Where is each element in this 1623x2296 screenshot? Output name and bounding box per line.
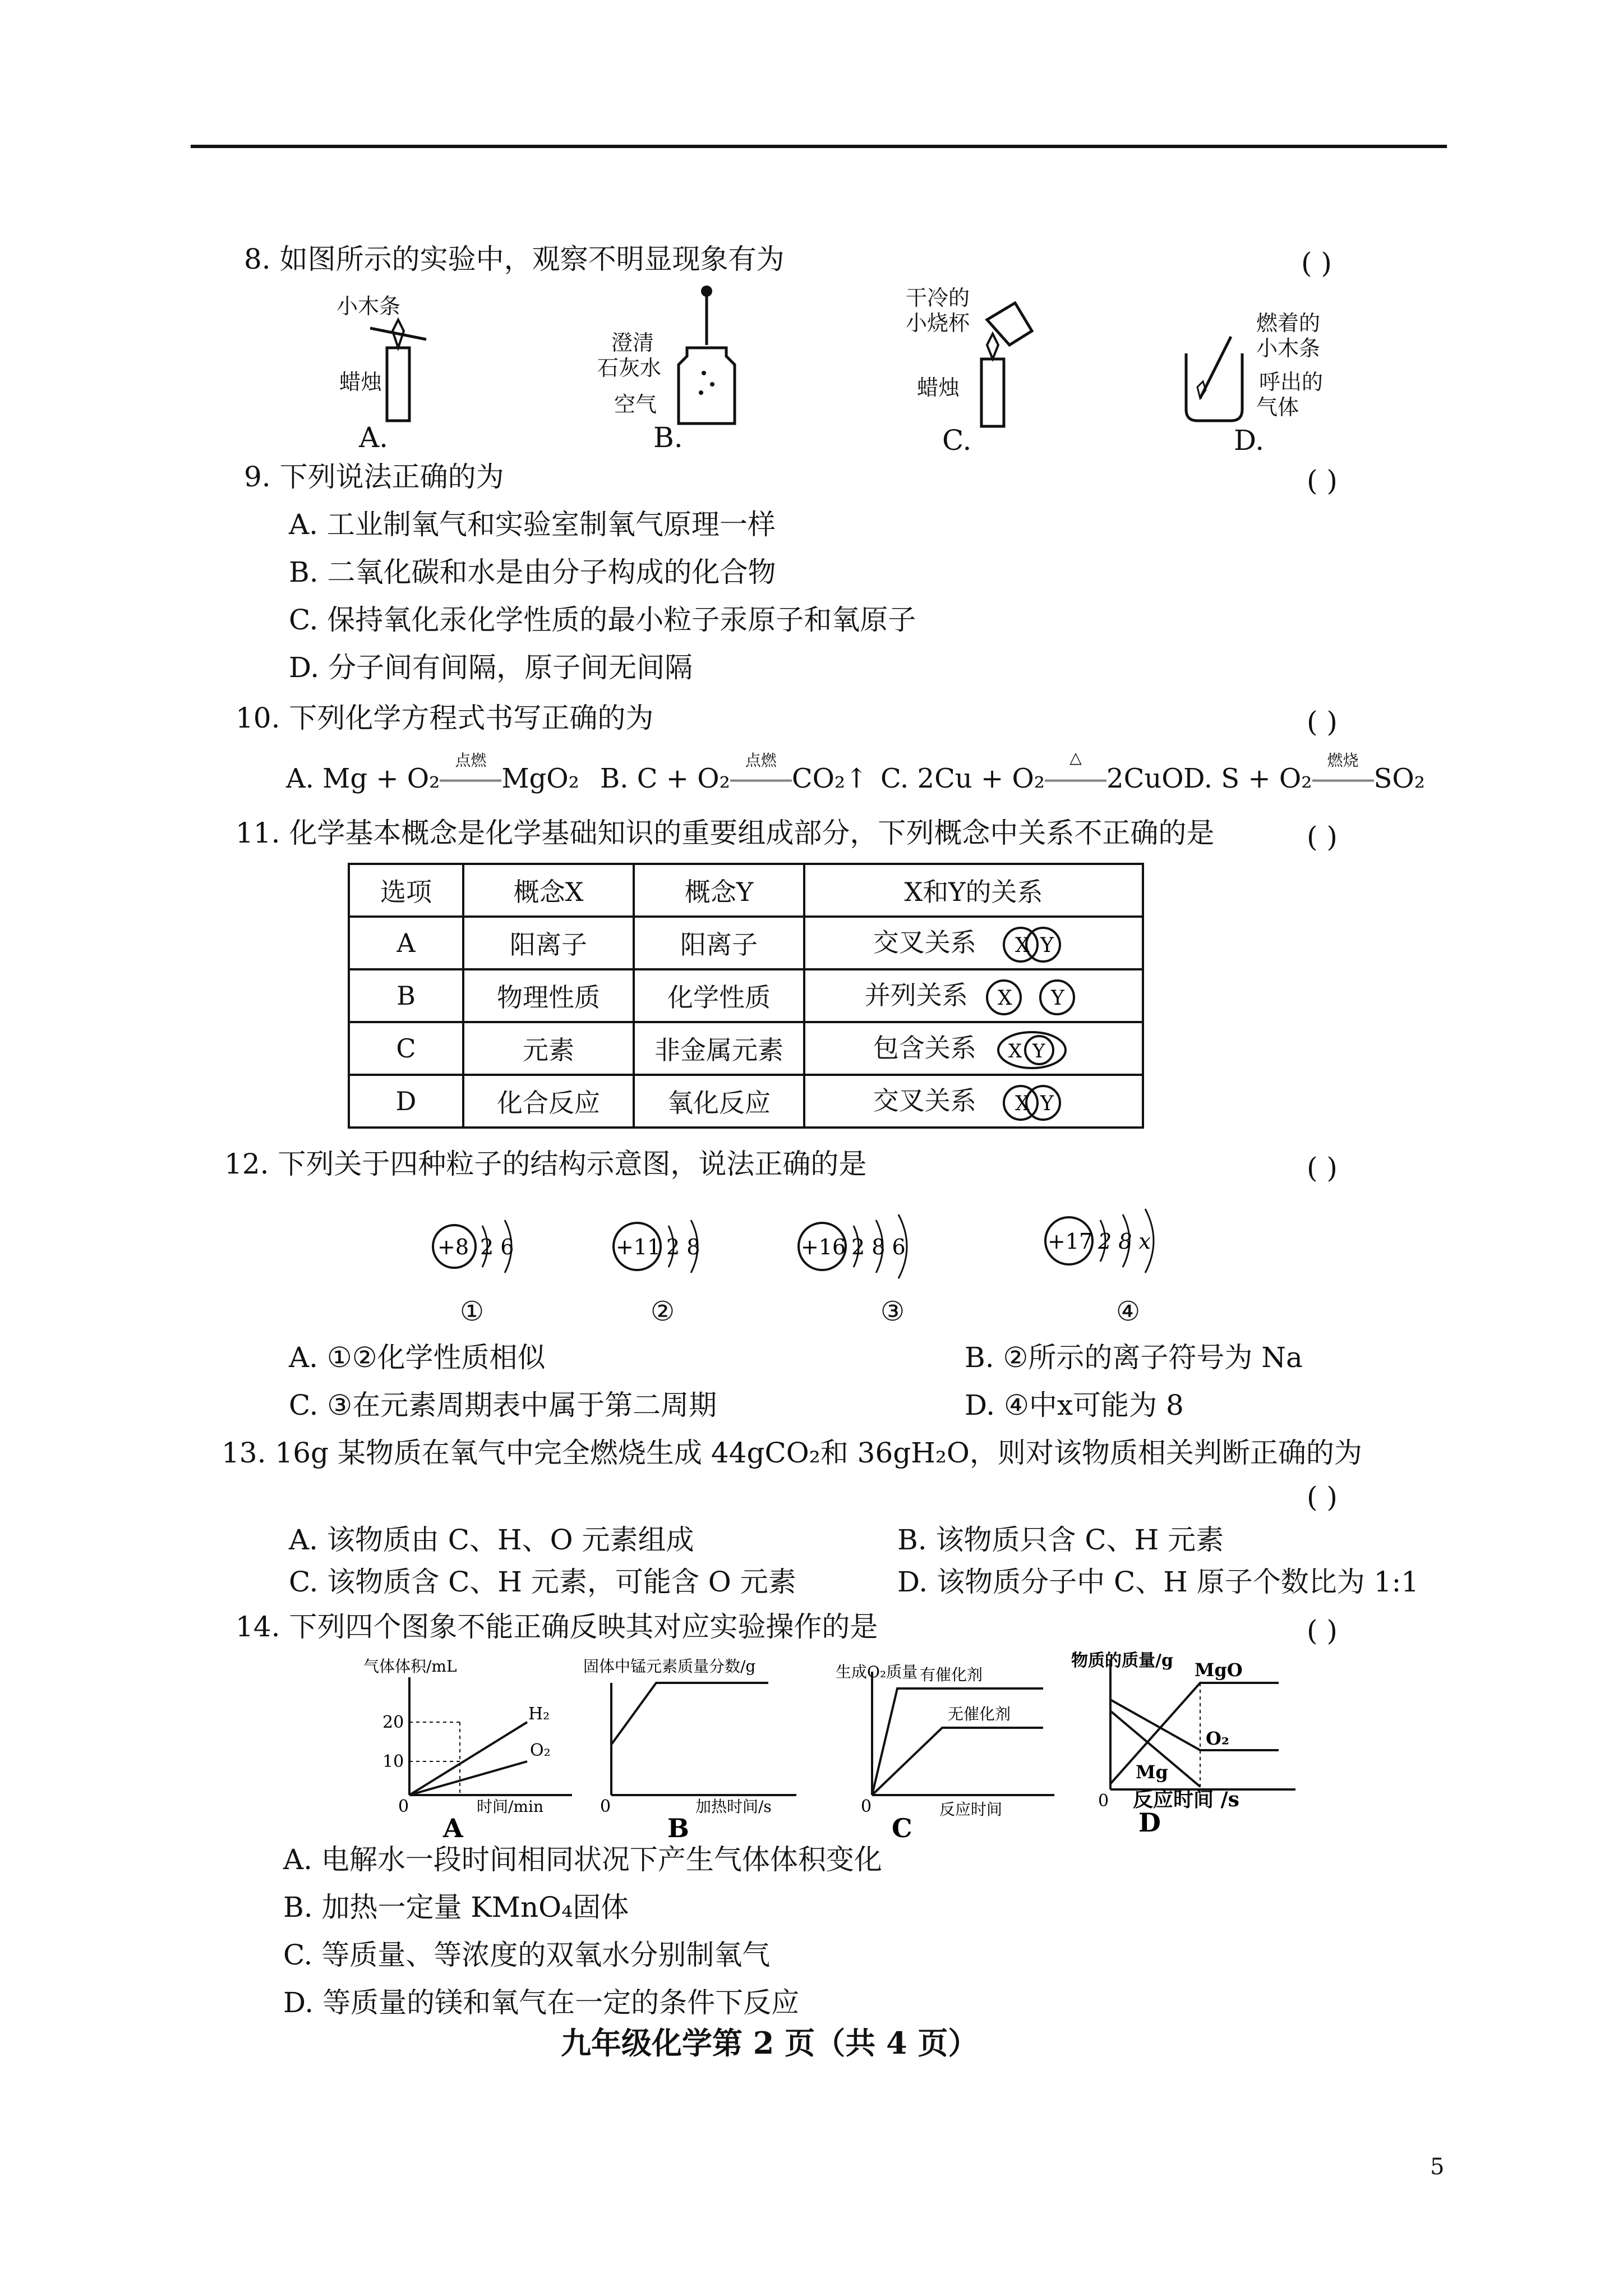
q11-row-x: 元素	[463, 1022, 634, 1075]
q14-option-d: D. 等质量的镁和氧气在一定的条件下反应	[283, 1986, 800, 2019]
svg-text:0: 0	[600, 1797, 611, 1816]
q11-table	[348, 863, 1144, 1129]
q9-stem: 9. 下列说法正确的为	[244, 461, 504, 493]
svg-text:Mg: Mg	[1136, 1761, 1168, 1783]
svg-text:反应时间: 反应时间	[939, 1800, 1003, 1819]
q12-particle-number: ④	[1116, 1296, 1141, 1327]
q14-graph-c	[836, 1655, 1071, 1840]
q8-stem: 8. 如图所示的实验中，观察不明显现象有为	[244, 243, 785, 275]
q11-answer-paren: ( )	[1307, 821, 1338, 853]
q11-row	[349, 969, 1143, 1022]
q12-particle-3	[791, 1212, 970, 1327]
q14-stem: 14. 下列四个图象不能正确反映其对应实验操作的是	[236, 1611, 878, 1643]
q14-graph-b	[583, 1649, 819, 1840]
q8-a-label-bottom: 蜡烛	[339, 370, 382, 394]
q11-header-option: 选项	[349, 864, 463, 917]
svg-text:0: 0	[1098, 1791, 1109, 1811]
q8-a-label-top: 小木条	[336, 294, 401, 319]
svg-text:2 6: 2 6	[480, 1235, 514, 1259]
q12-particle-1	[426, 1212, 572, 1327]
q11-row-y: 氧化反应	[634, 1075, 804, 1128]
q12-particle-4	[1038, 1206, 1217, 1327]
svg-text:+8: +8	[437, 1235, 469, 1259]
svg-text:MgO: MgO	[1195, 1659, 1243, 1681]
q9-answer-paren: ( )	[1307, 464, 1338, 497]
q8-option-d: D.	[1234, 424, 1265, 457]
venn-overlap-icon	[990, 1083, 1074, 1122]
svg-text:固体中锰元素质量分数/g: 固体中锰元素质量分数/g	[583, 1657, 756, 1676]
svg-text:B: B	[667, 1813, 689, 1840]
q14-option-a: A. 电解水一段时间相同状况下产生气体体积变化	[283, 1843, 882, 1876]
svg-text:2 8 6: 2 8 6	[851, 1235, 906, 1259]
q8-b-label-top1: 澄清	[611, 330, 654, 355]
q12-stem: 12. 下列关于四种粒子的结构示意图，说法正确的是	[224, 1148, 867, 1180]
q11-row-x: 阳离子	[463, 917, 634, 969]
svg-text:物质的质量/g: 物质的质量/g	[1071, 1651, 1173, 1671]
svg-text:2 8: 2 8	[666, 1235, 700, 1259]
svg-text:0: 0	[861, 1797, 872, 1816]
q14-option-c: C. 等质量、等浓度的双氧水分别制氧气	[283, 1939, 771, 1971]
top-rule	[191, 145, 1447, 148]
q11-row-option: D	[349, 1075, 463, 1128]
q8-answer-paren: ( )	[1301, 247, 1332, 279]
q8-c-label-top2: 小烧杯	[906, 311, 970, 335]
q8-c-label-top1: 干冷的	[906, 286, 970, 310]
q13-stem: 13. 16g 某物质在氧气中完全燃烧生成 44gCO₂和 36gH₂O，则对该物质相关判断正确的为	[222, 1437, 1362, 1469]
q13-answer-paren: ( )	[1307, 1481, 1338, 1513]
q11-row	[349, 917, 1143, 969]
q14-answer-paren: ( )	[1307, 1614, 1338, 1647]
q8-option-b: B.	[653, 421, 683, 454]
svg-text:A: A	[443, 1813, 463, 1840]
q11-row	[349, 1075, 1143, 1128]
svg-text:反应时间 /s: 反应时间 /s	[1133, 1788, 1239, 1811]
q12-particle-number: ③	[880, 1296, 905, 1327]
q13-option-c: C. 该物质含 C、H 元素，可能含 O 元素	[289, 1566, 796, 1598]
q11-header-y: 概念Y	[634, 864, 804, 917]
svg-text:+11: +11	[616, 1235, 661, 1259]
q9-option-c: C. 保持氧化汞化学性质的最小粒子汞原子和氧原子	[289, 604, 916, 636]
q13-option-d: D. 该物质分子中 C、H 原子个数比为 1:1	[897, 1566, 1419, 1598]
svg-text:X: X	[1015, 933, 1030, 957]
q12-option-a: A. ①②化学性质相似	[289, 1341, 546, 1374]
svg-text:20: 20	[382, 1713, 404, 1732]
svg-text:H₂: H₂	[528, 1704, 550, 1724]
atom-diagram-icon	[606, 1212, 763, 1290]
svg-text:气体体积/mL: 气体体积/mL	[363, 1657, 457, 1676]
q11-row-relation: 并列关系 X Y	[804, 969, 1143, 1022]
q11-row	[349, 1022, 1143, 1075]
q8-d-label-top1: 燃着的	[1256, 311, 1321, 335]
q11-row-x: 化合反应	[463, 1075, 634, 1128]
q8-b-label-top2: 石灰水	[597, 356, 662, 380]
page-footer: 九年级化学第 2 页（共 4 页）	[561, 2025, 979, 2061]
q8-c-label-bottom: 蜡烛	[917, 375, 960, 400]
q11-row-relation: 包含关系 X Y	[804, 1022, 1143, 1075]
q9-option-a: A. 工业制氧气和实验室制氧气原理一样	[289, 508, 776, 541]
q11-row-option: C	[349, 1022, 463, 1075]
q11-stem: 11. 化学基本概念是化学基础知识的重要组成部分，下列概念中关系不正确的是	[236, 817, 1215, 849]
q8-d-label-side1: 呼出的	[1259, 370, 1324, 394]
svg-text:Y: Y	[1040, 933, 1054, 957]
q11-row-relation: 交叉关系 X Y	[804, 1075, 1143, 1128]
venn-separate-icon	[981, 978, 1082, 1017]
svg-text:时间/min: 时间/min	[477, 1797, 543, 1816]
venn-contain-icon	[990, 1030, 1074, 1070]
atom-diagram-icon	[791, 1212, 970, 1290]
q11-row-relation: 交叉关系 X Y	[804, 917, 1143, 969]
q8-d-label-side2: 气体	[1256, 395, 1299, 420]
q11-row-y: 非金属元素	[634, 1022, 804, 1075]
q11-row-option: B	[349, 969, 463, 1022]
q13-option-b: B. 该物质只含 C、H 元素	[897, 1524, 1224, 1556]
atom-diagram-icon	[426, 1212, 572, 1290]
svg-text:2 8 x: 2 8 x	[1098, 1229, 1151, 1254]
svg-text:Y: Y	[1051, 986, 1065, 1010]
q11-row-option: A	[349, 917, 463, 969]
q10-option-c: C. 2Cu + O₂ △ 2CuO	[880, 748, 1184, 794]
svg-text:加热时间/s: 加热时间/s	[695, 1797, 772, 1816]
q11-header-relation: X和Y的关系	[804, 864, 1143, 917]
svg-text:生成O₂质量: 生成O₂质量	[836, 1663, 918, 1681]
svg-text:O₂: O₂	[530, 1741, 551, 1760]
svg-text:C: C	[892, 1813, 912, 1840]
q8-figure-b	[662, 283, 746, 429]
q12-option-c: C. ③在元素周期表中属于第二周期	[289, 1389, 717, 1421]
q8-option-a: A.	[359, 421, 389, 454]
svg-text:+17: +17	[1048, 1229, 1093, 1254]
svg-text:D: D	[1138, 1807, 1161, 1834]
q14-option-b: B. 加热一定量 KMnO₄固体	[283, 1891, 629, 1924]
svg-text:有催化剂: 有催化剂	[920, 1665, 983, 1684]
q11-row-x: 物理性质	[463, 969, 634, 1022]
svg-text:10: 10	[382, 1752, 404, 1772]
q14-graph-d	[1071, 1644, 1318, 1834]
q8-b-label-side: 空气	[614, 392, 657, 417]
q10-stem: 10. 下列化学方程式书写正确的为	[236, 702, 654, 734]
q13-option-a: A. 该物质由 C、H、O 元素组成	[289, 1524, 694, 1556]
q10-option-b: B. C + O₂ 点燃 CO₂↑	[600, 751, 868, 794]
q8-figure-c	[953, 292, 1066, 432]
venn-overlap-icon	[990, 925, 1074, 964]
q12-particle-number: ②	[651, 1296, 675, 1327]
q12-option-b: B. ②所示的离子符号为 Na	[965, 1341, 1303, 1374]
q12-answer-paren: ( )	[1307, 1152, 1338, 1184]
svg-text:Y: Y	[1032, 1039, 1045, 1062]
svg-text:O₂: O₂	[1206, 1728, 1229, 1749]
q11-row-y: 阳离子	[634, 917, 804, 969]
q12-particle-number: ①	[460, 1296, 485, 1327]
q10-option-a: A. Mg + O₂ 点燃 MgO₂	[286, 751, 579, 794]
q8-figure-d	[1178, 331, 1256, 426]
svg-text:0: 0	[398, 1797, 409, 1816]
svg-text:X: X	[1015, 1092, 1030, 1115]
q8-d-label-top2: 小木条	[1256, 336, 1321, 361]
page-number: 5	[1430, 2154, 1445, 2180]
svg-text:Y: Y	[1040, 1092, 1054, 1115]
q14-graph-a	[348, 1655, 583, 1840]
q12-option-d: D. ④中x可能为 8	[965, 1389, 1184, 1421]
svg-text:无催化剂: 无催化剂	[948, 1705, 1011, 1723]
q9-option-b: B. 二氧化碳和水是由分子构成的化合物	[289, 556, 776, 588]
q11-row-y: 化学性质	[634, 969, 804, 1022]
atom-diagram-icon	[1038, 1206, 1217, 1290]
q11-header-x: 概念X	[463, 864, 634, 917]
q10-answer-paren: ( )	[1307, 706, 1338, 738]
svg-text:X: X	[1008, 1039, 1022, 1062]
q10-option-d: D. S + O₂ 燃烧 SO₂	[1183, 751, 1425, 794]
q9-option-d: D. 分子间有间隔，原子间无间隔	[289, 651, 693, 684]
q8-option-c: C.	[942, 424, 972, 457]
q12-particle-2	[606, 1212, 763, 1327]
svg-text:+16: +16	[801, 1235, 846, 1259]
svg-text:X: X	[998, 986, 1012, 1010]
